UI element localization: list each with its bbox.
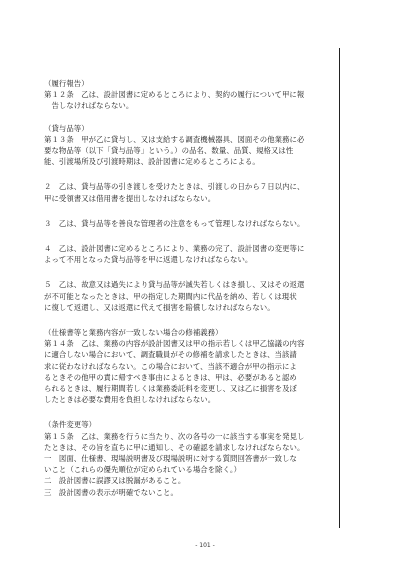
article-13-para-5-line-1: ５ 乙は、故意又は過失により貸与品等が滅失若しくはき損し、又はその返還 (44, 280, 305, 290)
article-14-line-2: に適合しない場合において、調査職員がその修補を請求したときは、当該請 (44, 350, 297, 360)
article-15-item-1-line-2: いこと（これらの優先順位が定められている場合を除く。） (44, 465, 242, 475)
heading-loaned-items: （貸与品等） (44, 123, 89, 133)
article-15-item-1-line-1: 一 図面、仕様書、現場説明書及び現場説明に対する質問回答書が一致しな (44, 454, 297, 464)
article-13-line-3: 能、引渡場所及び引渡時期は、設計図書に定めるところによる。 (44, 157, 260, 167)
article-13-para-4-line-1: ４ 乙は、設計図書に定めるところにより、業務の完了、設計図書の変更等に (44, 244, 305, 254)
article-13-para-5-line-3: に復して返還し、又は返還に代えて損害を賠償しなければならない。 (44, 302, 275, 312)
article-13-line-2: 要な物品等（以下「貸与品等」という。）の品名、数量、品質、規格又は性 (44, 146, 294, 156)
article-12-line-1: 第１２条 乙は、設計図書に定めるところにより、契約の履行について甲に報 (44, 90, 305, 100)
article-15-line-2: たときは、その旨を直ちに甲に通知し、その確認を請求しなければならない。 (44, 442, 305, 452)
article-13-para-3: ３ 乙は、貸与品等を善良な管理者の注意をもって管理しなければならない。 (44, 218, 305, 228)
article-15-item-2: 二 設計図書に誤謬又は脱漏があること。 (44, 476, 186, 486)
article-13-para-2-line-2: 甲に受領書又は借用書を提出しなければならない。 (44, 193, 216, 203)
article-15-item-3: 三 設計図書の表示が明確でないこと。 (44, 487, 178, 497)
document-body (44, 78, 334, 498)
heading-performance-report: （履行報告） (44, 79, 89, 88)
heading-change-of-conditions: （条件変更等） (44, 420, 97, 430)
page-number: - 101 - (195, 542, 215, 549)
article-13-line-1: 第１３条 甲が乙に貸与し、又は支給する調査機械器具、図面その他業務に必 (44, 134, 305, 144)
article-12-line-2: 告しなければならない。 (44, 101, 134, 111)
article-14-line-4: るときその他甲の責に帰すべき事由によるときは、甲は、必要があると認め (44, 372, 297, 382)
article-13-para-2-line-1: ２ 乙は、貸与品等の引き渡しを受けたときは、引渡しの日から７日以内に、 (44, 182, 305, 192)
article-13-para-4-line-2: よって不用となった貸与品等を甲に返還しなければならない。 (44, 255, 253, 265)
article-15-line-1: 第１５条 乙は、業務を行うに当たり、次の各号の一に該当する事実を発見し (44, 431, 305, 441)
heading-repair-obligation: （仕様書等と業務内容が一致しない場合の修補義務） (44, 328, 223, 338)
article-14-line-6: したときは必要な費用を負担しなければならない。 (44, 395, 216, 405)
article-14-line-5: られるときは、履行期間若しくは業務委託料を変更し、又は乙に損害を及ぼ (44, 384, 297, 394)
margin-rule (339, 48, 340, 528)
article-13-para-5-line-2: が不可能となったときは、甲の指定した期間内に代品を納め、若しくは現状 (44, 291, 297, 301)
article-14-line-1: 第１４条 乙は、業務の内容が設計図書又は甲の指示若しくは甲乙協議の内容 (44, 339, 305, 349)
article-14-line-3: 求に従わなければならない。この場合において、当該不適合が甲の指示によ (44, 361, 297, 371)
